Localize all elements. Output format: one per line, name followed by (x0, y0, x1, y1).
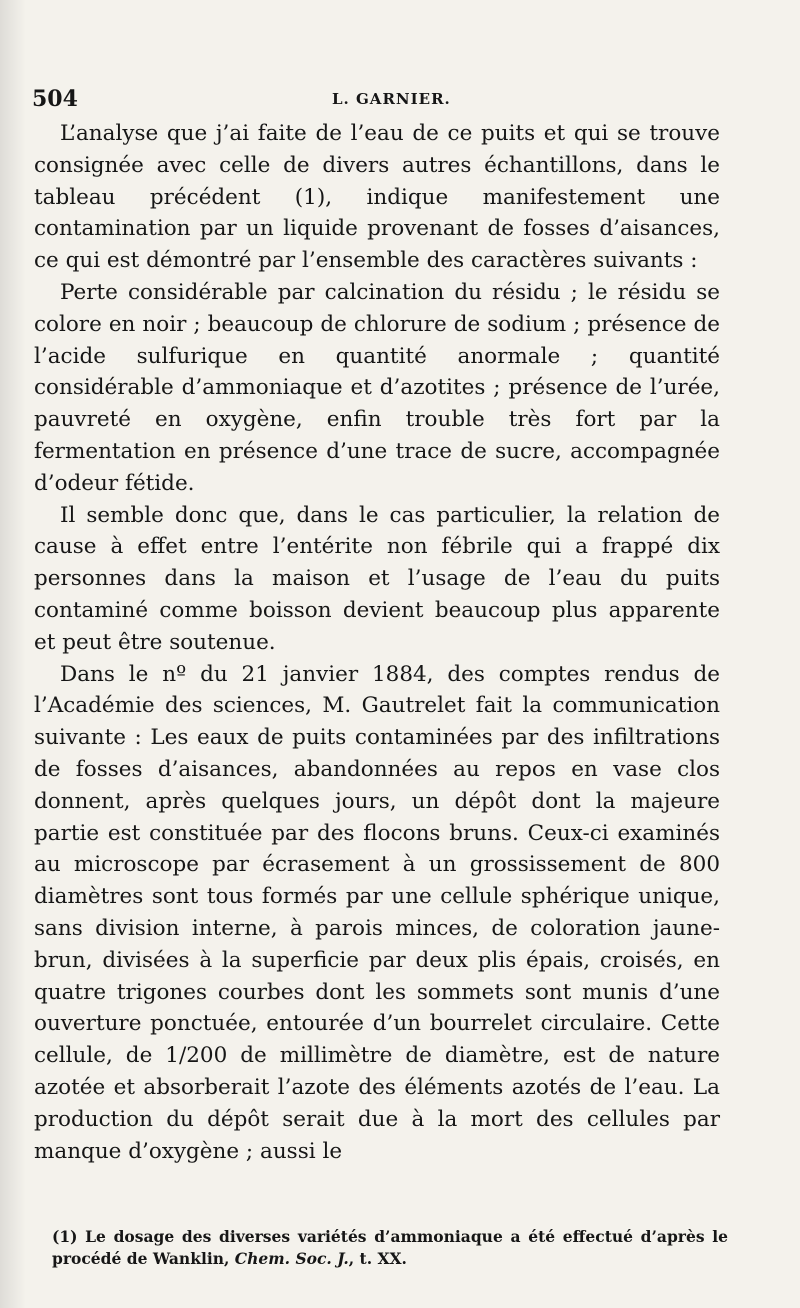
footnote-text: (1) Le dosage des diverses variétés d’ammoniaque a été effectué d’après le procédé de Wanklin, (52, 1227, 728, 1268)
footnote (52, 1226, 728, 1270)
page-number: 504 (32, 86, 78, 112)
paragraph-conclusion: Il semble donc que, dans le cas particulier, la relation de cause à effet entre l’entérite non fébrile qui a frappé dix personnes dans la maison et l’usage de l’eau du puits contaminé comme boisson devient beaucoup plus apparente et peut être soutenue. (34, 502, 720, 655)
page-header (32, 86, 730, 112)
paragraph-gautrelet: Dans le nº du 21 janvier 1884, des comptes rendus de l’Académie des sciences, M. Gautrelet fait la communication suivante : Les eaux de puits contaminées par des infiltrations de fosses d’aisances, abandonnées au repos en vase clos donnent, après quelques jours, un dépôt dont la majeure partie est constituée par des flocons bruns. Ceux-ci examinés au microscope par écrasement à un grossissement de 800 diamètres sont tous formés par une cellule sphérique unique, sans division interne, à parois minces, de coloration jaune-brun, divisées à la superficie par deux plis épais, croisés, en quatre trigones courbes dont les sommets sont munis d’une ouverture ponctuée, entourée d’un bourrelet circulaire. Cette cellule, de 1/200 de millimètre de diamètre, est de nature azotée et absorberait l’azote des éléments azotés de l’eau. La production du dépôt serait due à la mort des cellules par manque d’oxygène ; aussi le (34, 661, 720, 1164)
footnote-tail: , t. XX. (348, 1249, 407, 1268)
footnote-reference: Chem. Soc. J. (234, 1249, 349, 1268)
paragraph-characteristics: Perte considérable par calcination du résidu ; le résidu se colore en noir ; beaucoup de chlorure de sodium ; présence de l’acide sulfurique en quantité anormale ; quantité considérable d’ammoniaque et d’azotites ; présence de l’urée, pauvreté en oxygène, enfin trouble très fort par la fermentation en présence d’une trace de sucre, accompagnée d’odeur fétide. (34, 279, 720, 496)
paragraph-analysis: L’analyse que j’ai faite de l’eau de ce puits et qui se trouve consignée avec celle de divers autres échantillons, dans le tableau précédent (1), indique manifestement une contamination par un liquide provenant de fosses d’aisances, ce qui est démontré par l’ensemble des caractères suivants : (34, 121, 720, 274)
body-text (34, 118, 720, 1167)
running-head: L. GARNIER. (332, 90, 451, 108)
page-fold-shadow (0, 0, 26, 1308)
